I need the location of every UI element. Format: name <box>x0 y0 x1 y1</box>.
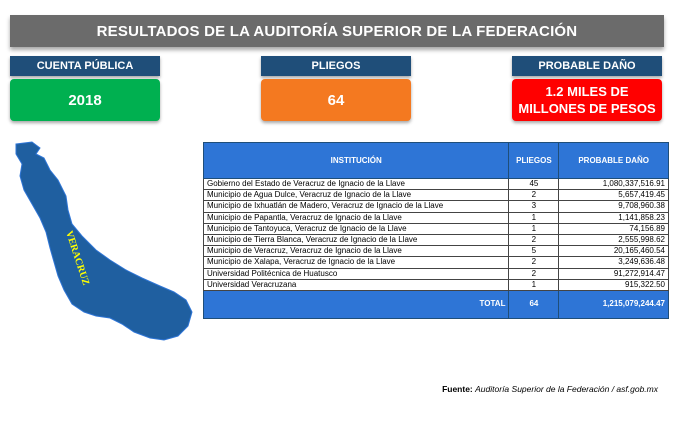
total-damage: 1,215,079,244.47 <box>559 290 669 318</box>
row-pliegos: 2 <box>509 234 559 245</box>
row-damage: 3,249,636.48 <box>559 257 669 268</box>
page-title: RESULTADOS DE LA AUDITORÍA SUPERIOR DE LA FEDERACIÓN <box>10 15 664 47</box>
row-damage: 9,708,960.38 <box>559 201 669 212</box>
total-pliegos: 64 <box>509 290 559 318</box>
table-row <box>204 246 669 257</box>
row-institution: Municipio de Veracruz, Veracruz de Ignacio de la Llave <box>204 246 509 257</box>
row-pliegos: 1 <box>509 279 559 290</box>
row-pliegos: 2 <box>509 268 559 279</box>
probable-dano-value <box>512 79 662 121</box>
pliegos-label: PLIEGOS <box>261 56 411 76</box>
total-row <box>204 290 669 318</box>
probable-dano-label: PROBABLE DAÑO <box>512 56 662 76</box>
row-pliegos: 45 <box>509 179 559 190</box>
probable-dano-line1: 1.2 MILES DE <box>545 84 629 99</box>
probable-dano-line2: MILLONES DE PESOS <box>518 101 656 116</box>
pliegos-value: 64 <box>261 79 411 121</box>
row-institution: Municipio de Ixhuatlán de Madero, Veracruz de Ignacio de la Llave <box>204 201 509 212</box>
row-institution: Municipio de Tierra Blanca, Veracruz de Ignacio de la Llave <box>204 234 509 245</box>
source-text: Auditoría Superior de la Federación / asf.gob.mx <box>475 384 658 394</box>
table-row <box>204 190 669 201</box>
row-pliegos: 2 <box>509 190 559 201</box>
table-row <box>204 201 669 212</box>
header-institution: INSTITUCIÓN <box>204 143 509 179</box>
table-row <box>204 223 669 234</box>
veracruz-map <box>10 140 200 350</box>
row-institution: Municipio de Papantla, Veracruz de Ignacio de la Llave <box>204 212 509 223</box>
row-institution: Gobierno del Estado de Veracruz de Ignacio de la Llave <box>204 179 509 190</box>
row-pliegos: 3 <box>509 201 559 212</box>
row-pliegos: 1 <box>509 212 559 223</box>
table-row <box>204 257 669 268</box>
row-institution: Universidad Veracruzana <box>204 279 509 290</box>
row-pliegos: 1 <box>509 223 559 234</box>
table-row <box>204 179 669 190</box>
row-institution: Municipio de Xalapa, Veracruz de Ignacio de la Llave <box>204 257 509 268</box>
table-row <box>204 268 669 279</box>
veracruz-state-shape <box>16 142 192 340</box>
table-row <box>204 212 669 223</box>
row-damage: 2,555,998.62 <box>559 234 669 245</box>
source-note <box>442 384 658 394</box>
row-damage: 74,156.89 <box>559 223 669 234</box>
source-label: Fuente: <box>442 384 473 394</box>
row-damage: 1,080,337,516.91 <box>559 179 669 190</box>
total-label: TOTAL <box>204 290 509 318</box>
row-damage: 91,272,914.47 <box>559 268 669 279</box>
header-damage: PROBABLE DAÑO <box>559 143 669 179</box>
row-damage: 20,165,460.54 <box>559 246 669 257</box>
row-pliegos: 2 <box>509 257 559 268</box>
header-pliegos: PLIEGOS <box>509 143 559 179</box>
cuenta-publica-value: 2018 <box>10 79 160 121</box>
row-institution: Municipio de Tantoyuca, Veracruz de Ignacio de la Llave <box>204 223 509 234</box>
table-row <box>204 279 669 290</box>
results-table <box>203 142 669 319</box>
cuenta-publica-label: CUENTA PÚBLICA <box>10 56 160 76</box>
row-damage: 5,657,419.45 <box>559 190 669 201</box>
row-damage: 915,322.50 <box>559 279 669 290</box>
row-damage: 1,141,858.23 <box>559 212 669 223</box>
table-header-row <box>204 143 669 179</box>
row-institution: Municipio de Agua Dulce, Veracruz de Ignacio de la Llave <box>204 190 509 201</box>
veracruz-label: VERACRUZ <box>63 229 92 287</box>
row-institution: Universidad Politécnica de Huatusco <box>204 268 509 279</box>
row-pliegos: 5 <box>509 246 559 257</box>
table-row <box>204 234 669 245</box>
